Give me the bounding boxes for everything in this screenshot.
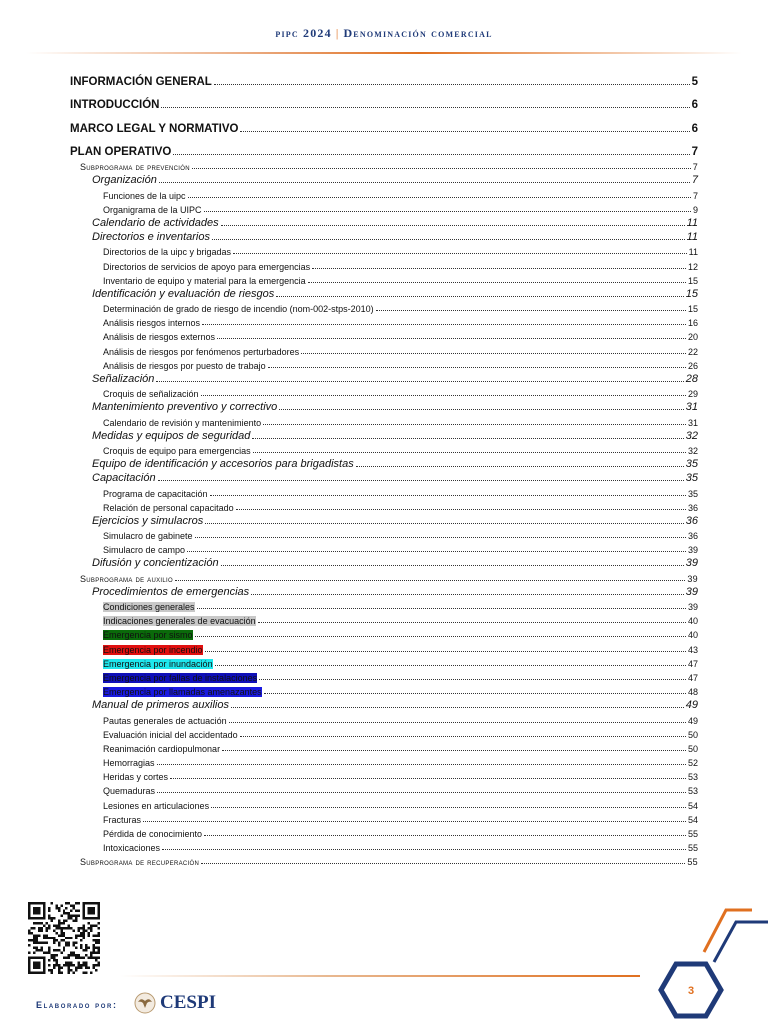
toc-entry-title: INFORMACIÓN GENERAL <box>70 75 212 88</box>
toc-entry-title: Quemaduras <box>103 786 156 797</box>
toc-entry-title: Manual de primeros auxilios <box>92 699 229 712</box>
dot-leader <box>157 764 686 765</box>
toc-entry-title: Emergencia por fallas de instalaciones <box>103 672 258 683</box>
toc-entry-title: Análisis riesgos internos <box>103 318 201 329</box>
toc-entry-title: Pérdida de conocimiento <box>103 829 203 839</box>
dot-leader <box>312 268 686 269</box>
toc-entry-page: 9 <box>692 204 698 215</box>
toc-entry[interactable] <box>70 215 698 229</box>
toc-entry-page: 15 <box>685 287 698 300</box>
toc-entry-page: 39 <box>685 557 698 570</box>
toc-entry[interactable] <box>70 569 698 583</box>
toc-entry[interactable] <box>70 158 698 172</box>
toc-entry-title: Condiciones generales <box>103 602 195 612</box>
toc-entry[interactable] <box>70 796 698 810</box>
dot-leader <box>192 168 691 169</box>
dot-leader <box>175 580 685 581</box>
dot-leader <box>205 651 686 652</box>
dot-leader <box>240 736 686 737</box>
toc-entry-page: 22 <box>687 346 698 357</box>
toc-entry-title: Emergencia por sismo <box>103 630 193 641</box>
toc-entry-page: 39 <box>687 545 698 556</box>
toc-entry[interactable] <box>70 111 698 135</box>
toc-entry-page: 39 <box>687 573 698 584</box>
toc-entry-title: Medidas y equipos de seguridad <box>92 429 251 442</box>
dot-leader <box>143 821 686 822</box>
toc-entry[interactable] <box>70 811 698 825</box>
dot-leader <box>264 693 686 694</box>
toc-entry[interactable] <box>70 470 698 484</box>
toc-entry-title: Croquis de señalización <box>103 389 199 400</box>
toc-entry[interactable] <box>70 626 698 640</box>
toc-entry[interactable] <box>70 612 698 626</box>
toc-entry-title: Subprograma de auxilio <box>80 573 173 584</box>
toc-entry-page: 31 <box>685 401 698 414</box>
toc-entry-title: Directorios de la uipc y brigadas <box>103 247 232 258</box>
dot-leader <box>252 438 683 439</box>
toc-entry-title: Organización <box>92 174 157 187</box>
dot-leader <box>173 154 689 155</box>
dot-leader <box>251 594 684 595</box>
toc-entry[interactable] <box>70 272 698 286</box>
toc-entry[interactable] <box>70 527 698 541</box>
toc-entry[interactable] <box>70 541 698 555</box>
toc-entry[interactable] <box>70 314 698 328</box>
dot-leader <box>258 622 686 623</box>
toc-entry-page: 49 <box>687 715 698 726</box>
toc-entry-page: 39 <box>685 585 698 598</box>
dot-leader <box>229 722 686 723</box>
dot-leader <box>221 565 684 566</box>
toc-entry-page: 11 <box>688 247 698 258</box>
toc-entry[interactable] <box>70 853 698 867</box>
toc-entry-title: Equipo de identificación y accesorios para brigadistas <box>92 458 354 471</box>
toc-entry-title: Hemorragias <box>103 758 155 769</box>
toc-entry[interactable] <box>70 655 698 669</box>
toc-entry-page: 49 <box>685 699 698 712</box>
toc-entry-page: 26 <box>687 360 698 371</box>
toc-entry-title: Subprograma de recuperación <box>80 857 200 868</box>
toc-entry[interactable] <box>70 442 698 456</box>
table-of-contents <box>70 64 698 867</box>
toc-entry[interactable] <box>70 499 698 513</box>
toc-entry-title: Evaluación inicial del accidentado <box>103 729 238 740</box>
toc-entry-page: 47 <box>687 658 698 669</box>
header-divider <box>26 52 742 54</box>
toc-entry-page: 28 <box>685 373 698 385</box>
running-header <box>0 26 768 41</box>
toc-entry-title: INTRODUCCIÓN <box>70 99 160 111</box>
dot-leader <box>205 523 684 524</box>
toc-entry-title: Análisis de riesgos por fenómenos perturbadores <box>103 346 300 357</box>
toc-entry-title: Determinación de grado de riesgo de incendio (nom-002-stps-2010) <box>103 304 374 315</box>
toc-entry-page: 50 <box>687 729 698 740</box>
page-number: 3 <box>687 985 695 997</box>
toc-entry-page: 39 <box>687 602 698 612</box>
toc-entry[interactable] <box>70 257 698 271</box>
toc-entry-page: 35 <box>687 488 698 499</box>
toc-entry-title: Subprograma de prevención <box>80 162 190 173</box>
toc-entry[interactable] <box>70 328 698 342</box>
toc-entry[interactable] <box>70 300 698 314</box>
toc-entry-page: 54 <box>687 800 698 811</box>
toc-entry[interactable] <box>70 456 698 470</box>
toc-entry[interactable] <box>70 243 698 257</box>
toc-entry-page: 29 <box>687 389 698 400</box>
toc-entry-title: Directorios de servicios de apoyo para emergencias <box>103 261 311 272</box>
toc-entry-title: Organigrama de la UIPC <box>103 204 202 215</box>
toc-entry-title: Heridas y cortes <box>103 772 169 783</box>
toc-entry[interactable] <box>70 711 698 725</box>
toc-entry-title: Simulacro de campo <box>103 545 186 556</box>
toc-entry[interactable] <box>70 229 698 243</box>
header-right: Denominación comercial <box>343 26 493 40</box>
toc-entry-page: 50 <box>687 743 698 754</box>
toc-entry-page: 55 <box>687 857 698 868</box>
dot-leader <box>201 395 686 396</box>
toc-entry-page: 53 <box>687 786 698 797</box>
dot-leader <box>240 131 689 132</box>
toc-entry-page: 47 <box>687 672 698 683</box>
dot-leader <box>301 353 686 354</box>
toc-entry[interactable] <box>70 782 698 796</box>
toc-entry-title: Calendario de revisión y mantenimiento <box>103 417 262 428</box>
dot-leader <box>308 282 686 283</box>
toc-entry-title: Mantenimiento preventivo y correctivo <box>92 401 278 414</box>
dot-leader <box>211 807 686 808</box>
toc-entry-page: 16 <box>687 318 698 329</box>
toc-entry-page: 7 <box>691 174 698 187</box>
toc-entry-title: Análisis de riesgos externos <box>103 332 216 343</box>
footer-divider <box>120 975 640 977</box>
toc-entry[interactable] <box>70 683 698 697</box>
toc-entry[interactable] <box>70 64 698 88</box>
toc-entry-page: 36 <box>685 514 698 527</box>
toc-entry[interactable] <box>70 357 698 371</box>
eagle-seal-icon <box>134 992 156 1014</box>
dot-leader <box>170 778 686 779</box>
toc-entry-page: 6 <box>691 99 698 111</box>
toc-entry-page: 40 <box>687 616 698 627</box>
toc-entry-title: Reanimación cardiopulmonar <box>103 743 221 754</box>
toc-entry[interactable] <box>70 428 698 442</box>
toc-entry[interactable] <box>70 640 698 654</box>
dot-leader <box>253 452 686 453</box>
toc-entry-title: Intoxicaciones <box>103 843 161 854</box>
dot-leader <box>217 338 686 339</box>
toc-entry-title: Lesiones en articulaciones <box>103 800 210 811</box>
dot-leader <box>158 480 684 481</box>
toc-entry-title: Inventario de equipo y material para la emergencia <box>103 275 306 286</box>
toc-entry-title: Emergencia por incendio <box>103 644 203 655</box>
dot-leader <box>356 466 684 467</box>
dot-leader <box>233 253 687 254</box>
toc-entry-page: 55 <box>687 843 698 854</box>
dot-leader <box>279 409 684 410</box>
toc-entry-page: 55 <box>687 829 698 839</box>
toc-entry-page: 52 <box>687 758 698 769</box>
toc-entry[interactable] <box>70 186 698 200</box>
toc-entry[interactable] <box>70 768 698 782</box>
toc-entry-title: Procedimientos de emergencias <box>92 585 250 598</box>
toc-entry-page: 7 <box>692 162 698 173</box>
toc-entry-title: Calendario de actividades <box>92 216 219 229</box>
toc-entry[interactable] <box>70 172 698 186</box>
dot-leader <box>236 509 686 510</box>
toc-entry[interactable] <box>70 598 698 612</box>
dot-leader <box>212 239 685 240</box>
toc-entry[interactable] <box>70 342 698 356</box>
toc-entry[interactable] <box>70 726 698 740</box>
toc-entry-page: 6 <box>691 122 698 135</box>
dot-leader <box>376 310 686 311</box>
dot-leader <box>188 197 691 198</box>
toc-entry-page: 7 <box>692 190 698 201</box>
toc-entry-page: 15 <box>687 304 698 315</box>
dot-leader <box>263 424 686 425</box>
header-separator: | <box>335 26 340 40</box>
toc-entry-page: 36 <box>687 531 698 542</box>
toc-entry-page: 7 <box>691 146 698 158</box>
footer-label: Elaborado por: <box>36 1000 118 1010</box>
toc-entry[interactable] <box>70 839 698 853</box>
dot-leader <box>201 863 685 864</box>
toc-entry[interactable] <box>70 201 698 215</box>
cespi-logo <box>134 992 216 1014</box>
dot-leader <box>159 182 690 183</box>
toc-entry[interactable] <box>70 555 698 569</box>
dot-leader <box>197 608 686 609</box>
toc-entry-page: 35 <box>685 458 698 471</box>
toc-entry-title: Identificación y evaluación de riesgos <box>92 287 275 300</box>
toc-entry-page: 12 <box>687 261 698 272</box>
toc-entry-title: Difusión y concientización <box>92 557 219 570</box>
toc-entry-title: Programa de capacitación <box>103 488 208 499</box>
toc-entry-title: Capacitación <box>92 472 156 485</box>
logo-text: CESPI <box>160 992 216 1013</box>
toc-entry-page: 54 <box>687 814 698 825</box>
toc-entry[interactable] <box>70 399 698 413</box>
toc-entry-page: 20 <box>687 332 698 343</box>
toc-entry-title: MARCO LEGAL Y NORMATIVO <box>70 122 239 135</box>
toc-entry[interactable] <box>70 697 698 711</box>
dot-leader <box>222 750 686 751</box>
toc-entry-title: Ejercicios y simulacros <box>92 514 204 527</box>
toc-entry[interactable] <box>70 754 698 768</box>
dot-leader <box>210 495 686 496</box>
toc-entry-page: 31 <box>687 417 698 428</box>
dot-leader <box>204 211 691 212</box>
dot-leader <box>187 551 686 552</box>
dot-leader <box>195 537 686 538</box>
toc-entry[interactable] <box>70 286 698 300</box>
toc-entry[interactable] <box>70 513 698 527</box>
dot-leader <box>214 84 690 85</box>
dot-leader <box>161 107 689 108</box>
toc-entry-page: 11 <box>686 216 698 229</box>
toc-entry[interactable] <box>70 88 698 112</box>
toc-entry-title: Funciones de la uipc <box>103 190 186 201</box>
toc-entry[interactable] <box>70 413 698 427</box>
toc-entry-page: 35 <box>685 472 698 485</box>
toc-entry-title: Directorios e inventarios <box>92 231 210 244</box>
toc-entry-title: Croquis de equipo para emergencias <box>103 445 251 456</box>
dot-leader <box>157 792 686 793</box>
toc-entry-title: Análisis de riesgos por puesto de trabajo <box>103 360 266 371</box>
dot-leader <box>202 324 686 325</box>
toc-entry-title: Fracturas <box>103 814 142 825</box>
toc-entry-title: Señalización <box>92 373 155 385</box>
toc-entry-page: 36 <box>687 502 698 513</box>
dot-leader <box>204 835 686 836</box>
toc-entry-page: 32 <box>685 429 698 442</box>
dot-leader <box>276 296 684 297</box>
toc-entry-page: 40 <box>687 630 698 641</box>
toc-entry[interactable] <box>70 740 698 754</box>
toc-entry-page: 11 <box>686 231 698 244</box>
toc-entry-page: 15 <box>687 275 698 286</box>
dot-leader <box>231 707 684 708</box>
toc-entry-title: Pautas generales de actuación <box>103 715 227 726</box>
dot-leader <box>221 225 685 226</box>
hexagon-page-badge <box>640 900 768 1024</box>
header-left: pipc 2024 <box>275 26 332 40</box>
toc-entry-page: 48 <box>687 687 698 698</box>
toc-entry-title: Emergencia por llamadas amenazantes <box>103 687 262 698</box>
toc-entry-title: Simulacro de gabinete <box>103 531 193 542</box>
toc-entry[interactable] <box>70 371 698 385</box>
toc-entry-page: 53 <box>687 772 698 783</box>
toc-entry[interactable] <box>70 584 698 598</box>
toc-entry[interactable] <box>70 385 698 399</box>
toc-entry-title: PLAN OPERATIVO <box>70 146 172 158</box>
toc-entry-page: 5 <box>691 75 698 88</box>
dot-leader <box>268 367 686 368</box>
toc-entry-page: 32 <box>687 445 698 456</box>
toc-entry-page: 43 <box>687 644 698 655</box>
dot-leader <box>162 849 686 850</box>
toc-entry[interactable] <box>70 135 698 159</box>
toc-entry[interactable] <box>70 825 698 839</box>
dot-leader <box>156 381 683 382</box>
dot-leader <box>195 636 686 637</box>
toc-entry[interactable] <box>70 484 698 498</box>
toc-entry[interactable] <box>70 669 698 683</box>
toc-entry-title: Emergencia por inundación <box>103 658 213 669</box>
dot-leader <box>259 679 686 680</box>
dot-leader <box>215 665 686 666</box>
toc-entry-title: Indicaciones generales de evacuación <box>103 616 256 627</box>
qr-code-icon <box>28 902 100 974</box>
toc-entry-title: Relación de personal capacitado <box>103 502 234 513</box>
